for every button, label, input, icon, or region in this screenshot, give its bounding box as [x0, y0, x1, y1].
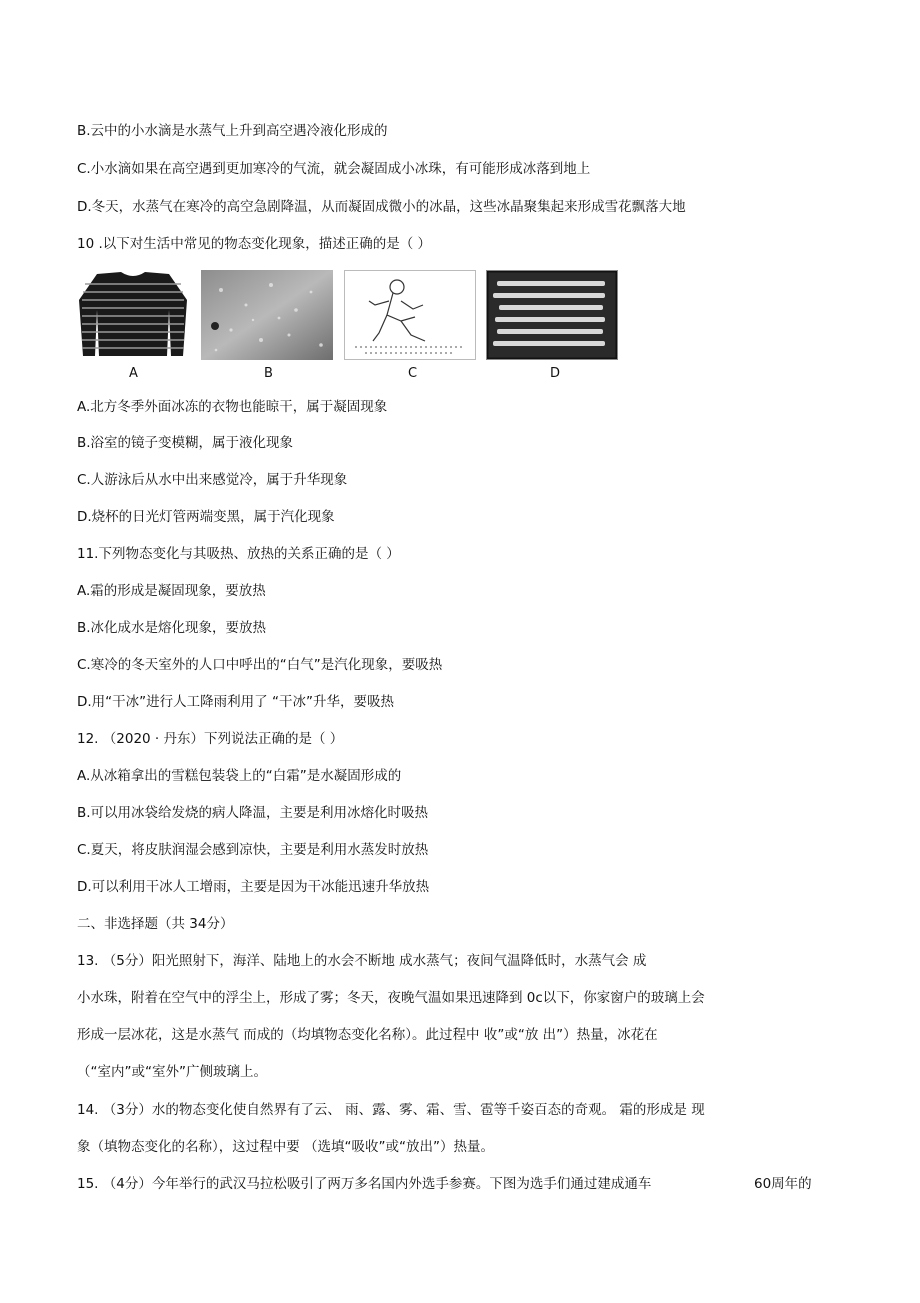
q10-option-a: A.北方冬季外面冰冻的衣物也能晾干，属于凝固现象	[77, 399, 388, 415]
q11-option-a: A.霜的形成是凝固现象，要放热	[77, 583, 266, 599]
image-label-b: B	[264, 366, 273, 381]
q11-option-b: B.冰化成水是熔化现象，要放热	[77, 620, 267, 636]
q13-line-3: 形成一层冰花，这是水蒸气 而成的（均填物态变化名称）。此过程中 收”或“放 出”）热量，冰花在	[77, 1027, 658, 1043]
q12-option-d: D.可以利用干冰人工增雨，主要是因为干冰能迅速升华放热	[77, 879, 430, 895]
image-label-c: C	[408, 366, 418, 381]
option-9c: C.小水滴如果在高空遇到更加寒冷的气流，就会凝固成小冰珠，有可能形成冰落到地上	[77, 161, 591, 177]
q15-line-1: 15. （4分）今年举行的武汉马拉松吸引了两万多名国内外选手参赛。下图为选手们通过建成通车	[77, 1176, 652, 1192]
q11-option-d: D.用“干冰”进行人工降雨利用了 “干冰”升华，要吸热	[77, 694, 394, 710]
q12-option-b: B.可以用冰袋给发烧的病人降温，主要是利用冰熔化时吸热	[77, 805, 429, 821]
swimmer-image	[344, 270, 476, 360]
q10-option-d: D.烧杯的日光灯管两端变黑，属于汽化现象	[77, 509, 335, 525]
q12-stem: 12. （2020 · 丹东）下列说法正确的是（ ）	[77, 731, 344, 747]
q10-option-b: B.浴室的镜子变模糊，属于液化现象	[77, 435, 294, 451]
q15-line-1-end: 60周年的	[754, 1176, 812, 1192]
q13-line-1: 13. （5分）阳光照射下，海洋、陆地上的水会不断地 成水蒸气；夜间气温降低时，水蒸气会 成	[77, 953, 647, 969]
sweater-image	[77, 270, 189, 360]
option-9b: B.云中的小水滴是水蒸气上升到高空遇冷液化形成的	[77, 123, 388, 139]
q14-line-2: 象（填物态变化的名称），这过程中要 （选填“吸收”或“放出”）热量。	[77, 1139, 495, 1155]
option-9d: D.冬天，水蒸气在寒冷的高空急剧降温，从而凝固成微小的冰晶，这些冰晶聚集起来形成雪花飘落大地	[77, 199, 686, 215]
q11-option-c: C.寒冷的冬天室外的人口中呼出的“白气”是汽化现象，要吸热	[77, 657, 443, 673]
q10-option-c: C.人游泳后从水中出来感觉冷，属于升华现象	[77, 472, 348, 488]
section-heading: 二、非选择题（共 34分）	[77, 916, 234, 932]
foggy-mirror-image	[201, 270, 333, 360]
image-label-a: A	[129, 366, 138, 381]
q14-line-1: 14. （3分）水的物态变化使自然界有了云、 雨、露、雾、霜、雪、雹等千姿百态的奇观。 霜的形成是 现	[77, 1102, 705, 1118]
q10-stem: 10 .以下对生活中常见的物态变化现象，描述正确的是（ ）	[77, 236, 432, 252]
q12-option-a: A.从冰箱拿出的雪糕包装袋上的“白霜”是水凝固形成的	[77, 768, 402, 784]
q13-line-4: （“室内”或“室外”广侧玻璃上。	[77, 1064, 267, 1080]
q12-option-c: C.夏天，将皮肤润湿会感到凉快，主要是利用水蒸发时放热	[77, 842, 429, 858]
fluorescent-tube-image	[486, 270, 618, 360]
q13-line-2: 小水珠，附着在空气中的浮尘上，形成了雾；冬天，夜晚气温如果迅速降到 0c以下，你家窗户的玻璃上会	[77, 990, 705, 1006]
q11-stem: 11.下列物态变化与其吸热、放热的关系正确的是（ ）	[77, 546, 400, 562]
image-label-d: D	[550, 366, 561, 381]
